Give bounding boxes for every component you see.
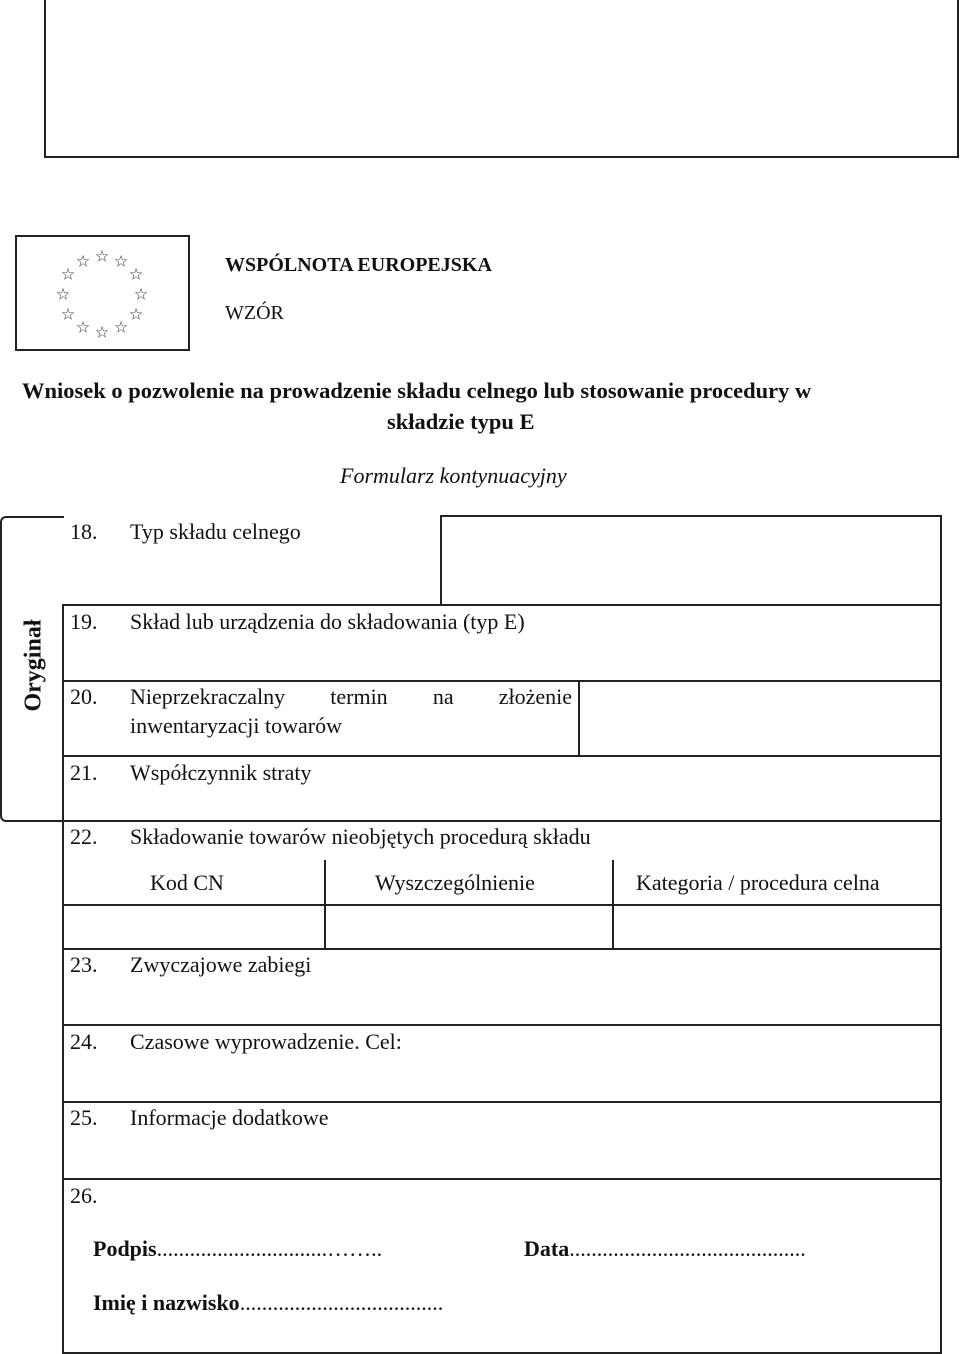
- organization-name: WSPÓLNOTA EUROPEJSKA: [225, 254, 492, 276]
- svg-text:☆: ☆: [133, 284, 149, 304]
- row-sep-20-21: [62, 755, 942, 757]
- svg-text:☆: ☆: [60, 264, 76, 284]
- field-18-divider: [440, 516, 442, 605]
- name-label: Imię i nazwisko: [93, 1290, 240, 1315]
- table22-col-kod-cn: Kod CN: [150, 870, 224, 895]
- field-24-number: 24.: [70, 1029, 98, 1054]
- table22-header-line: [62, 904, 942, 906]
- field-18-number: 18.: [70, 519, 98, 544]
- name-dots: .....................................: [239, 1290, 444, 1315]
- svg-text:☆: ☆: [94, 246, 110, 266]
- field-25-label: Informacje dodatkowe: [130, 1105, 329, 1130]
- row-sep-22-23: [62, 948, 942, 950]
- frame-left-line: [62, 604, 64, 1354]
- field-23-label: Zwyczajowe zabiegi: [130, 952, 312, 977]
- side-label-original: Oryginał: [20, 619, 47, 712]
- table22-col-wyszczegolnienie: Wyszczególnienie: [375, 870, 535, 895]
- name-row: [93, 1290, 443, 1316]
- row-sep-23-24: [62, 1024, 942, 1026]
- frame-top-line: [440, 515, 942, 517]
- field-24-label: Czasowe wyprowadzenie. Cel:: [130, 1029, 402, 1054]
- svg-text:☆: ☆: [75, 317, 91, 337]
- svg-text:☆: ☆: [128, 304, 144, 324]
- field-26-number: 26.: [70, 1183, 98, 1208]
- signature-label: Podpis: [93, 1236, 157, 1261]
- svg-text:☆: ☆: [113, 317, 129, 337]
- svg-text:☆: ☆: [55, 284, 71, 304]
- field-19-number: 19.: [70, 609, 98, 634]
- field-20-number: 20.: [70, 684, 98, 709]
- table22-col-kategoria: Kategoria / procedura celna: [636, 870, 880, 895]
- date-row: [524, 1236, 806, 1262]
- table22-col-divider-2: [612, 860, 614, 949]
- field-21-number: 21.: [70, 760, 98, 785]
- row-sep-25-26: [62, 1178, 942, 1180]
- svg-text:☆: ☆: [60, 304, 76, 324]
- field-21-label: Współczynnik straty: [130, 760, 312, 785]
- row-sep-19-20: [62, 680, 942, 682]
- field-25-number: 25.: [70, 1105, 98, 1130]
- field-22-number: 22.: [70, 824, 98, 849]
- form-title-line2: składzie typu E: [387, 409, 535, 434]
- field-20-divider: [578, 680, 580, 756]
- model-label: WZÓR: [225, 302, 284, 324]
- eu-emblem: [15, 235, 190, 351]
- top-blank-box: [44, 0, 959, 158]
- main-form-frame: [62, 516, 942, 1354]
- signature-dots: ...............................……..: [156, 1236, 383, 1261]
- field-20-word: termin: [330, 684, 388, 709]
- eu-stars-icon: [17, 237, 188, 349]
- svg-text:☆: ☆: [113, 251, 129, 271]
- field-20-word: złożenie: [498, 684, 572, 709]
- field-20-label-line1: [130, 684, 572, 710]
- row-sep-21-22: [62, 820, 942, 822]
- svg-text:☆: ☆: [128, 264, 144, 284]
- form-subtitle: Formularz kontynuacyjny: [340, 463, 567, 488]
- date-dots: ...........................................: [569, 1236, 806, 1261]
- field-22-label: Składowanie towarów nieobjętych procedurą składu: [130, 824, 591, 849]
- date-label: Data: [524, 1236, 570, 1261]
- field-20-word: Nieprzekraczalny: [130, 684, 286, 709]
- row-sep-18-19: [62, 604, 942, 606]
- table22-col-divider-1: [324, 860, 326, 949]
- row-sep-24-25: [62, 1101, 942, 1103]
- field-20-word: na: [432, 684, 454, 709]
- field-19-label: Skład lub urządzenia do składowania (typ E): [130, 609, 525, 634]
- field-18-label: Typ składu celnego: [130, 519, 301, 544]
- svg-text:☆: ☆: [94, 322, 110, 342]
- field-23-number: 23.: [70, 952, 98, 977]
- field-20-label-line2: inwentaryzacji towarów: [130, 713, 342, 738]
- form-title-line1: Wniosek o pozwolenie na prowadzenie składu celnego lub stosowanie procedury w: [22, 378, 812, 403]
- svg-text:☆: ☆: [75, 251, 91, 271]
- signature-row: [93, 1236, 382, 1262]
